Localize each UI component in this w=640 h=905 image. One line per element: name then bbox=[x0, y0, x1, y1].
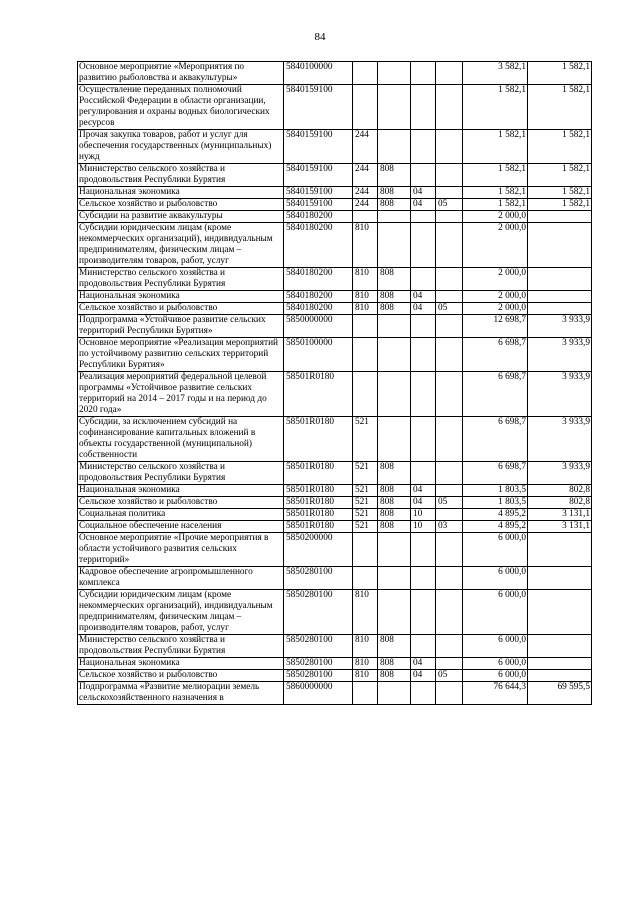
row-rz: 04 bbox=[411, 303, 436, 315]
row-pr bbox=[436, 62, 463, 85]
row-sum-year1: 1 582,1 bbox=[463, 199, 528, 211]
row-rz bbox=[411, 590, 436, 635]
row-pr bbox=[436, 462, 463, 485]
row-pr bbox=[436, 682, 463, 705]
table-row bbox=[78, 372, 592, 417]
row-name: Реализация мероприятий федеральной целевой программы «Устойчивое развитие сельских территорий на 2014 – 2017 годы и на период до 2020 года» bbox=[78, 372, 284, 417]
row-pr: 03 bbox=[436, 521, 463, 533]
row-vr bbox=[353, 533, 378, 567]
row-rz bbox=[411, 533, 436, 567]
row-name: Национальная экономика bbox=[78, 187, 284, 199]
row-sum-year1: 2 000,0 bbox=[463, 303, 528, 315]
row-vr: 810 bbox=[353, 268, 378, 291]
row-rz bbox=[411, 635, 436, 658]
row-pr bbox=[436, 315, 463, 338]
row-sum-year1: 2 000,0 bbox=[463, 223, 528, 268]
row-name: Министерство сельского хозяйства и продовольствия Республики Бурятия bbox=[78, 635, 284, 658]
row-name: Министерство сельского хозяйства и продовольствия Республики Бурятия bbox=[78, 268, 284, 291]
row-sum-year2: 1 582,1 bbox=[528, 130, 592, 164]
row-code: 5850280100 bbox=[284, 658, 353, 670]
row-pr: 05 bbox=[436, 199, 463, 211]
row-gr bbox=[378, 590, 411, 635]
row-code: 58501R0180 bbox=[284, 521, 353, 533]
row-vr bbox=[353, 62, 378, 85]
row-gr: 808 bbox=[378, 303, 411, 315]
table-row bbox=[78, 567, 592, 590]
row-pr: 05 bbox=[436, 497, 463, 509]
row-sum-year2 bbox=[528, 268, 592, 291]
row-rz: 04 bbox=[411, 187, 436, 199]
row-sum-year1: 6 698,7 bbox=[463, 372, 528, 417]
row-rz bbox=[411, 62, 436, 85]
table-row bbox=[78, 130, 592, 164]
table-row bbox=[78, 315, 592, 338]
row-rz: 10 bbox=[411, 521, 436, 533]
row-sum-year2 bbox=[528, 303, 592, 315]
row-code: 5840159100 bbox=[284, 164, 353, 187]
row-name: Осуществление переданных полномочий Российской Федерации в области организации, регулирования и охраны водных биологических ресурсов bbox=[78, 85, 284, 130]
row-pr bbox=[436, 268, 463, 291]
row-rz: 04 bbox=[411, 497, 436, 509]
row-sum-year1: 1 582,1 bbox=[463, 85, 528, 130]
row-sum-year2: 3 933,9 bbox=[528, 462, 592, 485]
row-gr: 808 bbox=[378, 291, 411, 303]
row-sum-year2 bbox=[528, 567, 592, 590]
row-sum-year1: 1 582,1 bbox=[463, 164, 528, 187]
row-name: Национальная экономика bbox=[78, 658, 284, 670]
row-sum-year1: 6 698,7 bbox=[463, 417, 528, 462]
row-pr bbox=[436, 658, 463, 670]
row-vr: 810 bbox=[353, 670, 378, 682]
row-rz bbox=[411, 315, 436, 338]
row-pr bbox=[436, 291, 463, 303]
table-row bbox=[78, 497, 592, 509]
row-code: 5840180200 bbox=[284, 291, 353, 303]
row-gr bbox=[378, 533, 411, 567]
row-name: Субсидии на развитие аквакультуры bbox=[78, 211, 284, 223]
row-code: 5840180200 bbox=[284, 303, 353, 315]
row-rz: 10 bbox=[411, 509, 436, 521]
table-row bbox=[78, 291, 592, 303]
row-code: 5840159100 bbox=[284, 85, 353, 130]
row-code: 5850280100 bbox=[284, 590, 353, 635]
row-code: 58501R0180 bbox=[284, 509, 353, 521]
row-pr bbox=[436, 635, 463, 658]
row-sum-year2: 802,8 bbox=[528, 497, 592, 509]
row-gr bbox=[378, 682, 411, 705]
row-vr: 810 bbox=[353, 635, 378, 658]
row-sum-year1: 3 582,1 bbox=[463, 62, 528, 85]
row-sum-year2: 1 582,1 bbox=[528, 187, 592, 199]
table-row bbox=[78, 462, 592, 485]
row-rz bbox=[411, 462, 436, 485]
row-rz bbox=[411, 338, 436, 372]
row-vr bbox=[353, 372, 378, 417]
row-vr: 810 bbox=[353, 223, 378, 268]
row-sum-year1: 4 895,2 bbox=[463, 521, 528, 533]
budget-table bbox=[77, 61, 592, 705]
row-sum-year2: 3 933,9 bbox=[528, 417, 592, 462]
row-pr bbox=[436, 85, 463, 130]
row-code: 5850280100 bbox=[284, 670, 353, 682]
row-vr: 810 bbox=[353, 658, 378, 670]
row-name: Основное мероприятие «Реализация мероприятий по устойчивому развитию сельских территорий Республики Бурятия» bbox=[78, 338, 284, 372]
row-gr: 808 bbox=[378, 485, 411, 497]
table-row bbox=[78, 670, 592, 682]
row-name: Сельское хозяйство и рыболовство bbox=[78, 199, 284, 211]
row-vr bbox=[353, 338, 378, 372]
row-gr bbox=[378, 62, 411, 85]
row-sum-year2: 3 131,1 bbox=[528, 521, 592, 533]
row-code: 5840159100 bbox=[284, 130, 353, 164]
table-row bbox=[78, 485, 592, 497]
row-sum-year2 bbox=[528, 635, 592, 658]
row-vr bbox=[353, 315, 378, 338]
row-sum-year1: 2 000,0 bbox=[463, 268, 528, 291]
row-rz: 04 bbox=[411, 658, 436, 670]
row-code: 58501R0180 bbox=[284, 485, 353, 497]
row-sum-year2: 3 933,9 bbox=[528, 372, 592, 417]
row-name: Подпрограмма «Устойчивое развитие сельских территорий Республики Бурятия» bbox=[78, 315, 284, 338]
row-vr: 521 bbox=[353, 462, 378, 485]
row-name: Кадровое обеспечение агропромышленного комплекса bbox=[78, 567, 284, 590]
row-gr bbox=[378, 130, 411, 164]
row-pr bbox=[436, 130, 463, 164]
row-gr bbox=[378, 315, 411, 338]
row-code: 5850000000 bbox=[284, 315, 353, 338]
budget-table-body bbox=[78, 62, 592, 705]
row-code: 58501R0180 bbox=[284, 462, 353, 485]
row-gr: 808 bbox=[378, 462, 411, 485]
row-sum-year1: 6 000,0 bbox=[463, 670, 528, 682]
row-sum-year1: 4 895,2 bbox=[463, 509, 528, 521]
row-sum-year2: 3 933,9 bbox=[528, 315, 592, 338]
row-code: 5850280100 bbox=[284, 635, 353, 658]
row-sum-year1: 76 644,3 bbox=[463, 682, 528, 705]
table-row bbox=[78, 658, 592, 670]
row-name: Социальная политика bbox=[78, 509, 284, 521]
row-rz bbox=[411, 268, 436, 291]
row-code: 5840159100 bbox=[284, 199, 353, 211]
row-rz bbox=[411, 211, 436, 223]
row-code: 58501R0180 bbox=[284, 497, 353, 509]
row-pr bbox=[436, 338, 463, 372]
row-gr bbox=[378, 372, 411, 417]
page-number: 84 bbox=[314, 31, 326, 43]
row-rz bbox=[411, 682, 436, 705]
row-gr bbox=[378, 211, 411, 223]
row-name: Прочая закупка товаров, работ и услуг для обеспечения государственных (муниципальных) нужд bbox=[78, 130, 284, 164]
row-vr: 244 bbox=[353, 130, 378, 164]
row-rz bbox=[411, 85, 436, 130]
row-code: 5840159100 bbox=[284, 187, 353, 199]
row-name: Сельское хозяйство и рыболовство bbox=[78, 670, 284, 682]
row-rz: 04 bbox=[411, 670, 436, 682]
row-vr: 810 bbox=[353, 291, 378, 303]
row-name: Основное мероприятие «Прочие мероприятия в области устойчивого развития сельских территорий» bbox=[78, 533, 284, 567]
table-row bbox=[78, 509, 592, 521]
row-sum-year1: 6 000,0 bbox=[463, 567, 528, 590]
table-row bbox=[78, 187, 592, 199]
row-code: 5840180200 bbox=[284, 268, 353, 291]
row-gr bbox=[378, 338, 411, 372]
row-sum-year2: 802,8 bbox=[528, 485, 592, 497]
row-vr bbox=[353, 682, 378, 705]
row-name: Национальная экономика bbox=[78, 485, 284, 497]
row-gr: 808 bbox=[378, 187, 411, 199]
row-pr bbox=[436, 485, 463, 497]
row-rz bbox=[411, 130, 436, 164]
row-code: 5840100000 bbox=[284, 62, 353, 85]
row-vr: 521 bbox=[353, 497, 378, 509]
table-row bbox=[78, 590, 592, 635]
table-row bbox=[78, 199, 592, 211]
row-rz bbox=[411, 223, 436, 268]
row-name: Социальное обеспечение населения bbox=[78, 521, 284, 533]
row-sum-year1: 6 698,7 bbox=[463, 462, 528, 485]
row-vr: 521 bbox=[353, 485, 378, 497]
row-pr bbox=[436, 533, 463, 567]
row-sum-year2: 1 582,1 bbox=[528, 199, 592, 211]
row-sum-year1: 1 582,1 bbox=[463, 187, 528, 199]
row-sum-year2 bbox=[528, 658, 592, 670]
row-pr bbox=[436, 372, 463, 417]
row-sum-year2: 69 595,5 bbox=[528, 682, 592, 705]
row-sum-year2 bbox=[528, 590, 592, 635]
row-pr bbox=[436, 164, 463, 187]
row-vr: 810 bbox=[353, 590, 378, 635]
table-row bbox=[78, 338, 592, 372]
row-name: Субсидии юридическим лицам (кроме некоммерческих организаций), индивидуальным предпринимателям, физическим лицам – производителям товаров, работ, услуг bbox=[78, 590, 284, 635]
row-gr: 808 bbox=[378, 521, 411, 533]
row-gr bbox=[378, 223, 411, 268]
table-row bbox=[78, 533, 592, 567]
row-code: 5860000000 bbox=[284, 682, 353, 705]
row-gr: 808 bbox=[378, 164, 411, 187]
row-sum-year2 bbox=[528, 211, 592, 223]
row-vr bbox=[353, 567, 378, 590]
row-gr: 808 bbox=[378, 509, 411, 521]
row-rz: 04 bbox=[411, 485, 436, 497]
table-row bbox=[78, 682, 592, 705]
row-code: 5840180200 bbox=[284, 211, 353, 223]
row-sum-year1: 6 000,0 bbox=[463, 658, 528, 670]
row-sum-year2 bbox=[528, 223, 592, 268]
row-code: 5850100000 bbox=[284, 338, 353, 372]
row-name: Министерство сельского хозяйства и продовольствия Республики Бурятия bbox=[78, 462, 284, 485]
row-vr: 810 bbox=[353, 303, 378, 315]
row-pr bbox=[436, 509, 463, 521]
row-gr: 808 bbox=[378, 670, 411, 682]
row-code: 58501R0180 bbox=[284, 372, 353, 417]
row-gr: 808 bbox=[378, 635, 411, 658]
table-row bbox=[78, 85, 592, 130]
table-row bbox=[78, 223, 592, 268]
row-pr bbox=[436, 590, 463, 635]
row-gr: 808 bbox=[378, 199, 411, 211]
row-name: Субсидии юридическим лицам (кроме некоммерческих организаций), индивидуальным предпринимателям, физическим лицам – производителям товаров, работ, услуг bbox=[78, 223, 284, 268]
row-sum-year2: 1 582,1 bbox=[528, 164, 592, 187]
row-rz: 04 bbox=[411, 199, 436, 211]
row-sum-year2 bbox=[528, 670, 592, 682]
row-sum-year1: 1 803,5 bbox=[463, 497, 528, 509]
row-name: Сельское хозяйство и рыболовство bbox=[78, 303, 284, 315]
row-code: 58501R0180 bbox=[284, 417, 353, 462]
row-sum-year1: 1 582,1 bbox=[463, 130, 528, 164]
row-sum-year1: 6 000,0 bbox=[463, 635, 528, 658]
row-name: Сельское хозяйство и рыболовство bbox=[78, 497, 284, 509]
row-sum-year2: 1 582,1 bbox=[528, 62, 592, 85]
row-gr bbox=[378, 417, 411, 462]
row-code: 5840180200 bbox=[284, 223, 353, 268]
table-row bbox=[78, 417, 592, 462]
row-sum-year1: 2 000,0 bbox=[463, 211, 528, 223]
table-row bbox=[78, 268, 592, 291]
row-sum-year2 bbox=[528, 291, 592, 303]
row-rz bbox=[411, 417, 436, 462]
row-code: 5850200000 bbox=[284, 533, 353, 567]
table-row bbox=[78, 62, 592, 85]
row-gr: 808 bbox=[378, 658, 411, 670]
row-sum-year1: 6 698,7 bbox=[463, 338, 528, 372]
table-row bbox=[78, 164, 592, 187]
row-gr: 808 bbox=[378, 497, 411, 509]
row-gr bbox=[378, 567, 411, 590]
row-pr bbox=[436, 187, 463, 199]
row-pr: 05 bbox=[436, 670, 463, 682]
row-pr: 05 bbox=[436, 303, 463, 315]
row-pr bbox=[436, 211, 463, 223]
row-code: 5850280100 bbox=[284, 567, 353, 590]
row-gr bbox=[378, 85, 411, 130]
row-rz: 04 bbox=[411, 291, 436, 303]
row-vr: 521 bbox=[353, 521, 378, 533]
row-sum-year2: 3 933,9 bbox=[528, 338, 592, 372]
row-sum-year1: 2 000,0 bbox=[463, 291, 528, 303]
row-vr: 244 bbox=[353, 199, 378, 211]
table-row bbox=[78, 635, 592, 658]
row-name: Министерство сельского хозяйства и продовольствия Республики Бурятия bbox=[78, 164, 284, 187]
row-sum-year2 bbox=[528, 533, 592, 567]
row-sum-year1: 1 803,5 bbox=[463, 485, 528, 497]
table-row bbox=[78, 303, 592, 315]
row-rz bbox=[411, 372, 436, 417]
row-name: Основное мероприятие «Мероприятия по развитию рыболовства и аквакультуры» bbox=[78, 62, 284, 85]
row-pr bbox=[436, 567, 463, 590]
row-vr: 521 bbox=[353, 417, 378, 462]
row-name: Субсидии, за исключением субсидий на софинансирование капитальных вложений в объекты государственной (муниципальной) собственности bbox=[78, 417, 284, 462]
row-vr: 244 bbox=[353, 164, 378, 187]
row-sum-year1: 6 000,0 bbox=[463, 590, 528, 635]
row-vr bbox=[353, 211, 378, 223]
row-pr bbox=[436, 417, 463, 462]
row-name: Подпрограмма «Развитие мелиорации земель сельскохозяйственного назначения в bbox=[78, 682, 284, 705]
row-pr bbox=[436, 223, 463, 268]
row-gr: 808 bbox=[378, 268, 411, 291]
row-vr: 521 bbox=[353, 509, 378, 521]
row-vr bbox=[353, 85, 378, 130]
row-rz bbox=[411, 164, 436, 187]
table-row bbox=[78, 521, 592, 533]
row-name: Национальная экономика bbox=[78, 291, 284, 303]
row-vr: 244 bbox=[353, 187, 378, 199]
row-sum-year1: 6 000,0 bbox=[463, 533, 528, 567]
row-sum-year1: 12 698,7 bbox=[463, 315, 528, 338]
row-rz bbox=[411, 567, 436, 590]
row-sum-year2: 3 131,1 bbox=[528, 509, 592, 521]
table-row bbox=[78, 211, 592, 223]
row-sum-year2: 1 582,1 bbox=[528, 85, 592, 130]
